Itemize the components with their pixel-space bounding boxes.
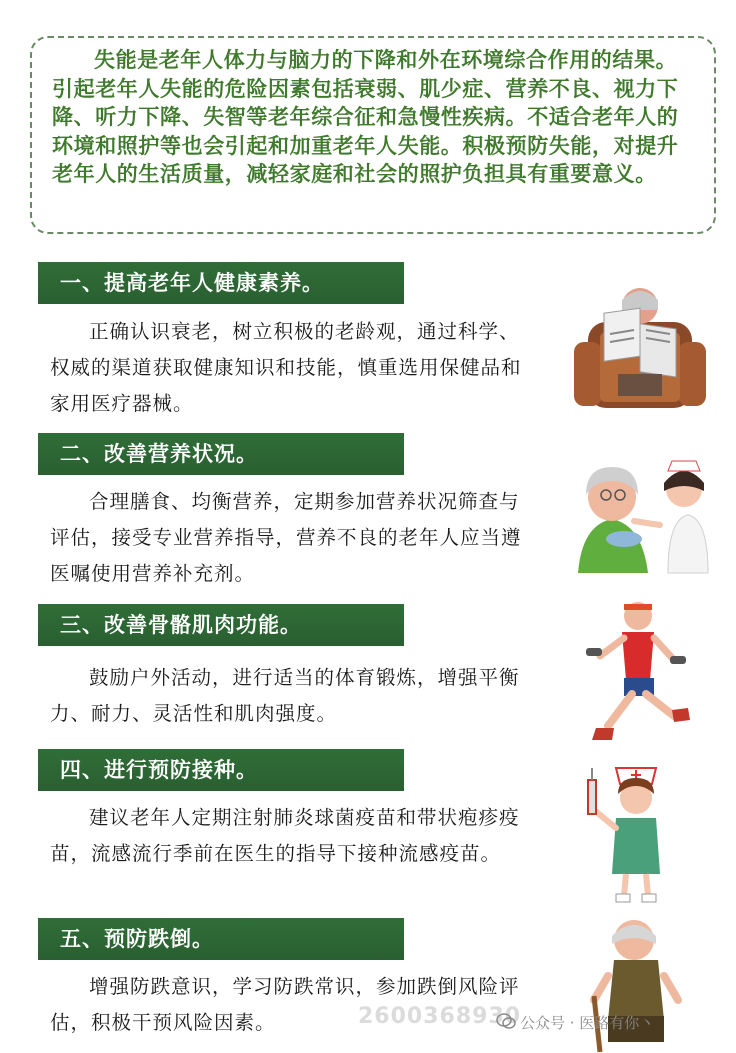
- nurse-feeding-elder-icon: [572, 455, 712, 575]
- watermark-account: 公众号 · 医路有你丶: [520, 1014, 655, 1032]
- section-3-title: 三、改善骨骼肌肉功能。: [38, 604, 404, 646]
- wechat-icon: [496, 1012, 516, 1030]
- section-1-text: 正确认识衰老，树立积极的老龄观，通过科学、权威的渠道获取健康知识和技能，慎重选用保健品和家用医疗器械。: [50, 320, 522, 415]
- section-3-text: 鼓励户外活动，进行适当的体育锻炼，增强平衡力、耐力、灵活性和肌肉强度。: [50, 666, 520, 725]
- intro-box: [30, 36, 716, 234]
- nurse-syringe-icon: [586, 758, 686, 904]
- section-5-text: 增强防跌意识，学习防跌常识，参加跌倒风险评估，积极干预风险因素。: [50, 975, 520, 1034]
- section-4-text: 建议老年人定期注射肺炎球菌疫苗和带状疱疹疫苗，流感流行季前在医生的指导下接种流感疫苗。: [50, 806, 520, 865]
- elderly-reading-newspaper-icon: [570, 282, 710, 412]
- section-2-text: 合理膳食、均衡营养，定期参加营养状况筛查与评估，接受专业营养指导，营养不良的老年人应当遵医嘱使用营养补充剂。: [50, 490, 522, 585]
- section-4-title: 四、进行预防接种。: [38, 749, 404, 791]
- elder-jogging-icon: [578, 598, 698, 748]
- section-1-title: 一、提高老年人健康素养。: [38, 262, 404, 304]
- section-5-title: 五、预防跌倒。: [38, 918, 404, 960]
- watermark-number: 2600368930: [358, 1004, 522, 1029]
- section-2-title: 二、改善营养状况。: [38, 433, 404, 475]
- intro-text: 失能是老年人体力与脑力的下降和外在环境综合作用的结果。引起老年人失能的危险因素包括衰弱、肌少症、营养不良、视力下降、听力下降、失智等老年综合征和急慢性疾病。不适合老年人的环境和照护等也会引起和加重老年人失能。积极预防失能，对提升老年人的生活质量，减轻家庭和社会的照护负担具有重要意义。: [52, 48, 679, 186]
